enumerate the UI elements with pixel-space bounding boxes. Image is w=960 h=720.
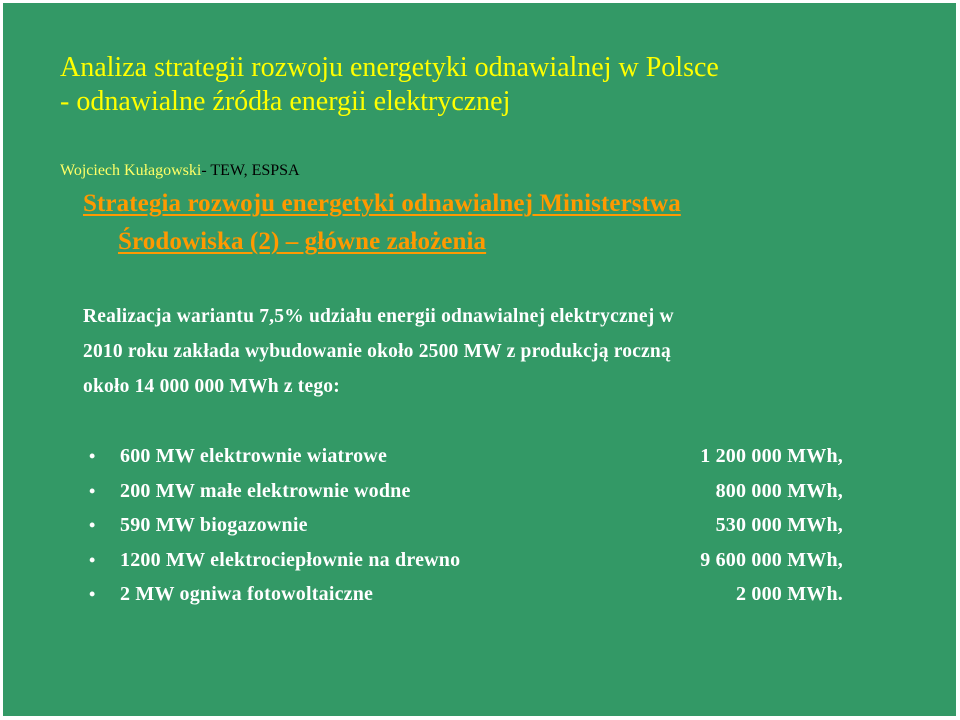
item-description: 600 MW elektrownie wiatrowe (120, 445, 388, 467)
production-list (83, 439, 883, 612)
item-description: 590 MW biogazownie (120, 514, 308, 536)
item-value: 530 000 MWh, (715, 514, 843, 536)
bullet-icon: • (89, 446, 96, 466)
bullet-icon: • (89, 549, 96, 570)
item-value: 2 000 MWh. (736, 583, 843, 605)
bullet-icon: • (89, 480, 96, 501)
intro-line-1: Realizacja wariantu 7,5% udziału energii odnawialnej elektrycznej w (83, 306, 674, 327)
item-description: 200 MW małe elektrownie wodne (120, 479, 411, 502)
item-description: 1200 MW elektrociepłownie na drewno (120, 548, 461, 571)
author-name: Wojciech Kułagowski (60, 162, 202, 179)
subtitle-line-1: Strategia rozwoju energetyki odnawialnej Ministerstwa (83, 190, 681, 217)
author-line (60, 161, 300, 181)
author-organization: - TEW, ESPSA (201, 162, 300, 179)
item-value: 800 000 MWh, (715, 479, 843, 502)
list-item (83, 543, 883, 578)
intro-line-2: 2010 roku zakłada wybudowanie około 2500 MW z produkcją roczną (83, 341, 671, 362)
list-item (83, 474, 883, 509)
item-value: 9 600 000 MWh, (700, 548, 843, 571)
slide-title (60, 51, 940, 119)
bullet-icon: • (89, 584, 96, 604)
list-item (83, 508, 883, 543)
subtitle-line-2: Środowiska (2) – główne założenia (118, 228, 487, 255)
slide (3, 3, 956, 716)
item-description: 2 MW ogniwa fotowoltaiczne (120, 583, 374, 605)
list-item (83, 577, 883, 612)
list-item (83, 439, 883, 474)
slide-subtitle (83, 185, 903, 261)
title-line-2: - odnawialne źródła energii elektrycznej (60, 86, 511, 117)
title-line-1: Analiza strategii rozwoju energetyki odnawialnej w Polsce (60, 52, 719, 83)
intro-line-3: około 14 000 000 MWh z tego: (83, 376, 340, 397)
intro-paragraph (83, 299, 903, 404)
bullet-icon: • (89, 515, 96, 535)
item-value: 1 200 000 MWh, (700, 445, 843, 467)
